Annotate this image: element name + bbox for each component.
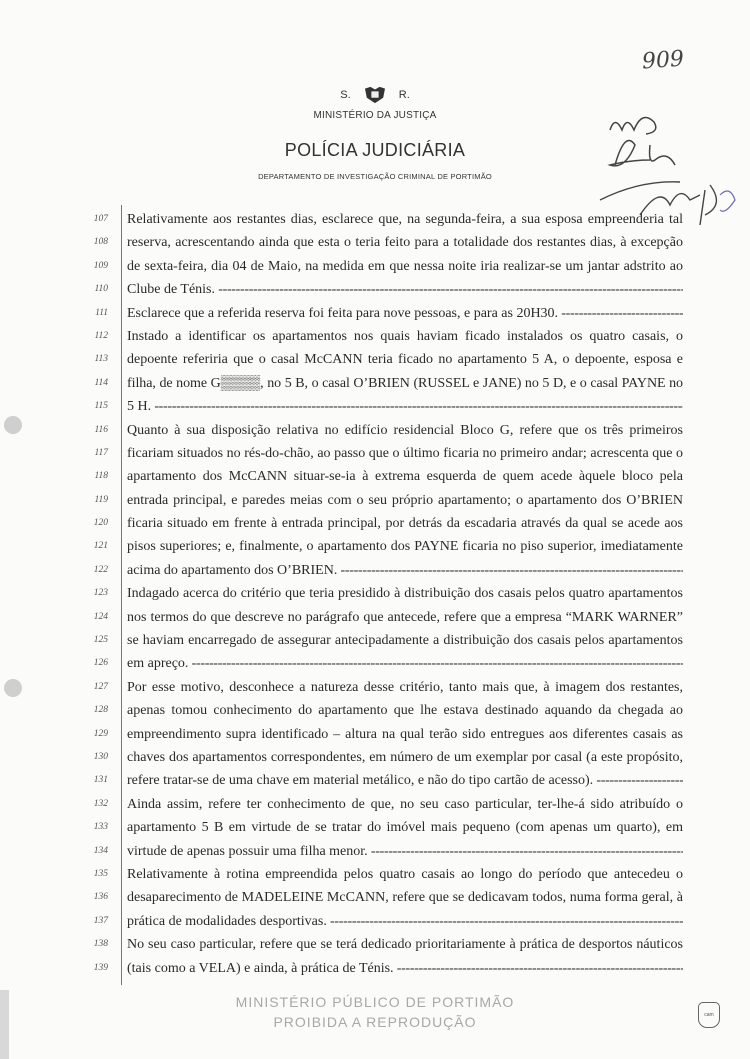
document-line <box>0 279 750 302</box>
line-text: ficariam situados no rés-do-chão, ao passo que o último ficaria no primeiro andar; acrescenta que o <box>127 445 683 461</box>
line-number: 111 <box>95 307 108 318</box>
line-number: 130 <box>93 751 108 762</box>
line-text: Quanto à sua disposição relativa no edifício residencial Bloco G, refere que os três primeiros <box>127 422 683 438</box>
watermark <box>150 992 600 1032</box>
handwritten-page-number: 909 <box>641 46 685 75</box>
line-number: 127 <box>93 681 108 692</box>
seal-right-text: R. <box>398 89 410 101</box>
line-text: acima do apartamento dos O’BRIEN. ----- <box>127 562 683 580</box>
line-text: No seu caso particular, refere que se terá dedicado prioritariamente à prática de desportos náuticos <box>127 937 683 953</box>
line-number: 129 <box>93 728 108 739</box>
line-text: virtude de apenas possuir uma filha menor. ----- <box>127 843 683 861</box>
line-number: 117 <box>94 447 108 458</box>
line-text: ficaria situado em frente à entrada principal, por detrás da escadaria através da qual se acede aos <box>127 516 683 532</box>
document-line <box>0 864 750 887</box>
document-line <box>0 653 750 676</box>
document-line <box>0 794 750 817</box>
line-text: apartamento dos McCANN situar-se-ia à extrema esquerda de quem acede àquele bloco pela <box>127 469 683 485</box>
line-text: Esclarece que a referida reserva foi feita para nove pessoas, e para as 20H30. ----- <box>127 305 683 323</box>
document-line <box>0 747 750 770</box>
handwritten-initials <box>570 75 750 225</box>
watermark-line: MINISTÉRIO PÚBLICO DE PORTIMÃO <box>235 994 515 1010</box>
document-line <box>0 326 750 349</box>
document-line <box>0 256 750 279</box>
document-line <box>0 232 750 255</box>
document-line <box>0 443 750 466</box>
document-line <box>0 396 750 419</box>
line-number: 113 <box>94 354 108 365</box>
seal-left-text: S. <box>340 89 351 101</box>
stamp: cam <box>698 1002 720 1028</box>
document-line <box>0 209 750 232</box>
line-number: 138 <box>93 939 108 950</box>
line-text: entrada principal, e paredes meias com o seu próprio apartamento; o apartamento dos O’BRIEN <box>127 492 683 508</box>
line-text: em apreço. ----- <box>127 655 683 673</box>
document-line <box>0 841 750 864</box>
line-text: 5 H. ----- <box>127 398 683 416</box>
document-line <box>0 303 750 326</box>
line-number: 135 <box>93 868 108 879</box>
line-number: 133 <box>93 822 108 833</box>
line-number: 136 <box>93 892 108 903</box>
line-number: 118 <box>94 471 108 482</box>
line-number: 126 <box>93 658 108 669</box>
document-line <box>0 560 750 583</box>
line-text: apenas tomou conhecimento do apartamento que lhe estava destinado aquando da chegada ao <box>127 703 683 719</box>
line-number: 134 <box>93 845 108 856</box>
document-line <box>0 700 750 723</box>
line-number: 131 <box>93 775 108 786</box>
line-number: 125 <box>93 635 108 646</box>
document-line <box>0 630 750 653</box>
document-line <box>0 536 750 559</box>
document-body <box>0 209 750 981</box>
line-text: Ainda assim, refere ter conhecimento de que, no seu caso particular, ter-lhe-á sido atribuído o <box>127 796 683 812</box>
line-number: 123 <box>93 588 108 599</box>
line-number: 121 <box>93 541 108 552</box>
line-number: 109 <box>93 260 108 271</box>
line-number: 139 <box>93 962 108 973</box>
document-line <box>0 934 750 957</box>
document-line <box>0 677 750 700</box>
coat-of-arms-icon <box>362 85 388 105</box>
line-number: 110 <box>94 284 108 295</box>
line-number: 114 <box>94 377 108 388</box>
line-text: filha, de nome G▒▒▒▒, no 5 B, o casal O’BRIEN (RUSSEL e JANE) no 5 D, e o casal PAYNE no <box>127 375 683 391</box>
document-line <box>0 607 750 630</box>
document-line <box>0 724 750 747</box>
line-text: Instado a identificar os apartamentos nos quais haviam ficado instalados os quatro casais, o <box>127 328 683 344</box>
line-text: apartamento 5 B em virtude de se tratar do imóvel mais pequeno (com apenas um quarto), em <box>127 820 683 836</box>
document-line <box>0 958 750 981</box>
line-number: 124 <box>93 611 108 622</box>
line-text: reserva, acrescentando ainda que esta o teria feito para a totalidade dos restantes dias, à excepção <box>127 235 683 251</box>
line-number: 119 <box>94 494 108 505</box>
line-text: Relativamente à rotina empreendida pelos quatro casais ao longo do período que antecedeu o <box>127 866 683 882</box>
line-text: refere tratar-se de uma chave em material metálico, e não do tipo cartão de acesso). ----- <box>127 772 683 790</box>
line-number: 112 <box>94 330 108 341</box>
line-text: desaparecimento de MADELEINE McCANN, refere que se dedicavam todos, numa forma geral, à <box>127 890 683 906</box>
document-line <box>0 490 750 513</box>
line-text: prática de modalidades desportivas. ----- <box>127 913 683 931</box>
line-text: Indagado acerca do critério que teria presidido à distribuição dos casais pelos quatro apartamentos <box>127 586 683 602</box>
line-number: 115 <box>94 401 108 412</box>
document-line <box>0 770 750 793</box>
line-text: depoente referiria que o casal McCANN teria ficado no apartamento 5 A, o depoente, esposa e <box>127 352 683 368</box>
agency-title: POLÍCIA JUDICIÁRIA <box>284 140 466 160</box>
line-number: 128 <box>93 705 108 716</box>
line-number: 107 <box>93 214 108 224</box>
ministry-title: MINISTÉRIO DA JUSTIÇA <box>313 110 437 121</box>
line-text: se haviam encarregado de assegurar antecipadamente a distribuição dos casais pelos apartamentos <box>127 633 683 649</box>
line-text: empreendimento supra identificado – altura na qual terão sido entregues aos diferentes casais as <box>127 726 683 742</box>
document-line <box>0 583 750 606</box>
line-text: (tais como a VELA) e ainda, à prática de Ténis. ----- <box>127 960 683 978</box>
document-line <box>0 373 750 396</box>
line-number: 132 <box>93 798 108 809</box>
line-text: Clube de Ténis. ----- <box>127 281 683 299</box>
line-number: 120 <box>93 518 108 529</box>
document-line <box>0 817 750 840</box>
line-number: 122 <box>93 564 108 575</box>
line-text: pisos superiores; e, finalmente, o apartamento dos PAYNE ficaria no piso superior, imediatamente <box>127 539 683 555</box>
line-text: nos termos do que descreve no parágrafo que antecede, refere que a empresa “MARK WARNER” <box>127 609 683 625</box>
line-number: 108 <box>93 237 108 248</box>
line-text: de sexta-feira, dia 04 de Maio, na medida em que nessa noite iria realizar-se um jantar adstrito ao <box>127 258 683 274</box>
document-line <box>0 513 750 536</box>
line-text: Relativamente aos restantes dias, esclarece que, na segunda-feira, a sua esposa empreenderia tal <box>127 212 683 227</box>
scan-edge <box>0 990 9 1059</box>
line-text: chaves dos apartamentos correspondentes, em número de um exemplar por casal (a este propósito, <box>127 749 683 765</box>
department-title: DEPARTAMENTO DE INVESTIGAÇÃO CRIMINAL DE PORTIMÃO <box>258 172 492 181</box>
document-line <box>0 349 750 372</box>
document-line <box>0 420 750 443</box>
line-text: Por esse motivo, desconhece a natureza desse critério, tanto mais que, à imagem dos restantes, <box>127 679 683 695</box>
document-line <box>0 466 750 489</box>
line-number: 137 <box>93 915 108 926</box>
document-line <box>0 911 750 934</box>
line-number: 116 <box>94 424 108 435</box>
watermark-line: PROIBIDA A REPRODUÇÃO <box>273 1014 477 1030</box>
document-line <box>0 887 750 910</box>
